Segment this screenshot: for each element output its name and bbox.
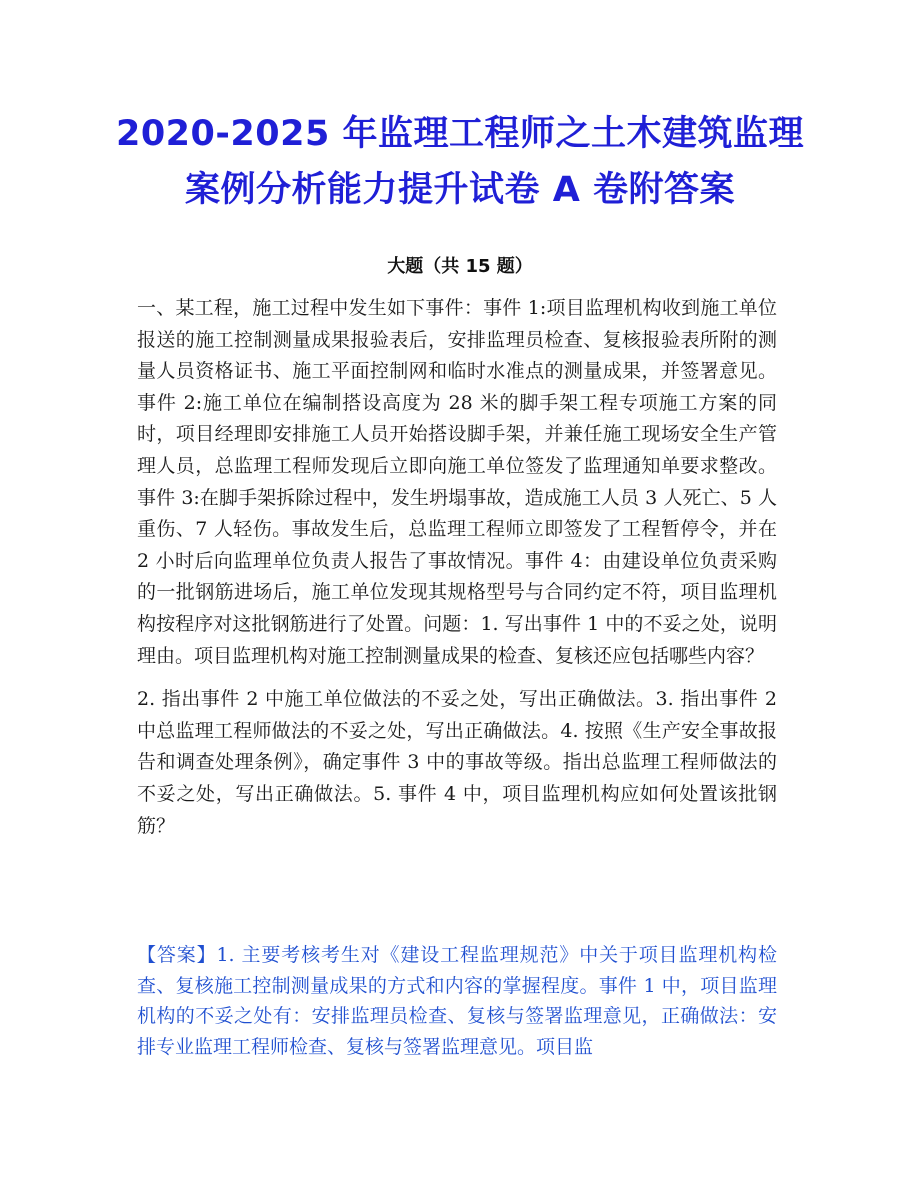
document-title-line1: 2020-2025 年监理工程师之土木建筑监理: [115, 114, 805, 154]
answer-text: 1. 主要考核考生对《建设工程监理规范》中关于项目监理机构检查、复核施工控制测量成果的方式和内容的掌握程度。事件 1 中，项目监理机构的不妥之处有：安排监理员检查、复核与签署监理意见，正确做法：安排专业监理工程师检查、复核与签署监理意见。项目监: [137, 944, 777, 1058]
question-block: [137, 293, 777, 842]
answer-label: 【答案】: [137, 944, 217, 966]
question-paragraph-2: 2. 指出事件 2 中施工单位做法的不妥之处，写出正确做法。3. 指出事件 2 中总监理工程师做法的不妥之处，写出正确做法。4. 按照《生产安全事故报告和调查处理条例》，确定事件 3 中的事故等级。指出总监理工程师做法的不妥之处，写出正确做法。5. 事件 4 中，项目监理机构应如何处置该批钢筋？: [137, 688, 777, 837]
answer-block: [137, 940, 777, 1062]
section-heading: 大题（共 15 题）: [387, 256, 533, 277]
document-title-line2: 案例分析能力提升试卷 A 卷附答案: [185, 170, 735, 210]
question-paragraph-1: 一、某工程，施工过程中发生如下事件：事件 1:项目监理机构收到施工单位报送的施工控制测量成果报验表后，安排监理员检查、复核报验表所附的测量人员资格证书、施工平面控制网和临时水准点的测量成果，并签署意见。事件 2:施工单位在编制搭设高度为 28 米的脚手架工程专项施工方案的同时，项目经理即安排施工人员开始搭设脚手架，并兼任施工现场安全生产管理人员，总监理工程师发现后立即向施工单位签发了监理通知单要求整改。事件 3:在脚手架拆除过程中，发生坍塌事故，造成施工人员 3 人死亡、5 人重伤、7 人轻伤。事故发生后，总监理工程师立即签发了工程暂停令，并在 2 小时后向监理单位负责人报告了事故情况。事件 4：由建设单位负责采购的一批钢筋进场后，施工单位发现其规格型号与合同约定不符，项目监理机构按程序对这批钢筋进行了处置。问题：1. 写出事件 1 中的不妥之处，说明理由。项目监理机构对施工控制测量成果的检查、复核还应包括哪些内容？: [137, 297, 777, 667]
answer-paragraph: [137, 940, 777, 1062]
document-title: [60, 106, 860, 218]
